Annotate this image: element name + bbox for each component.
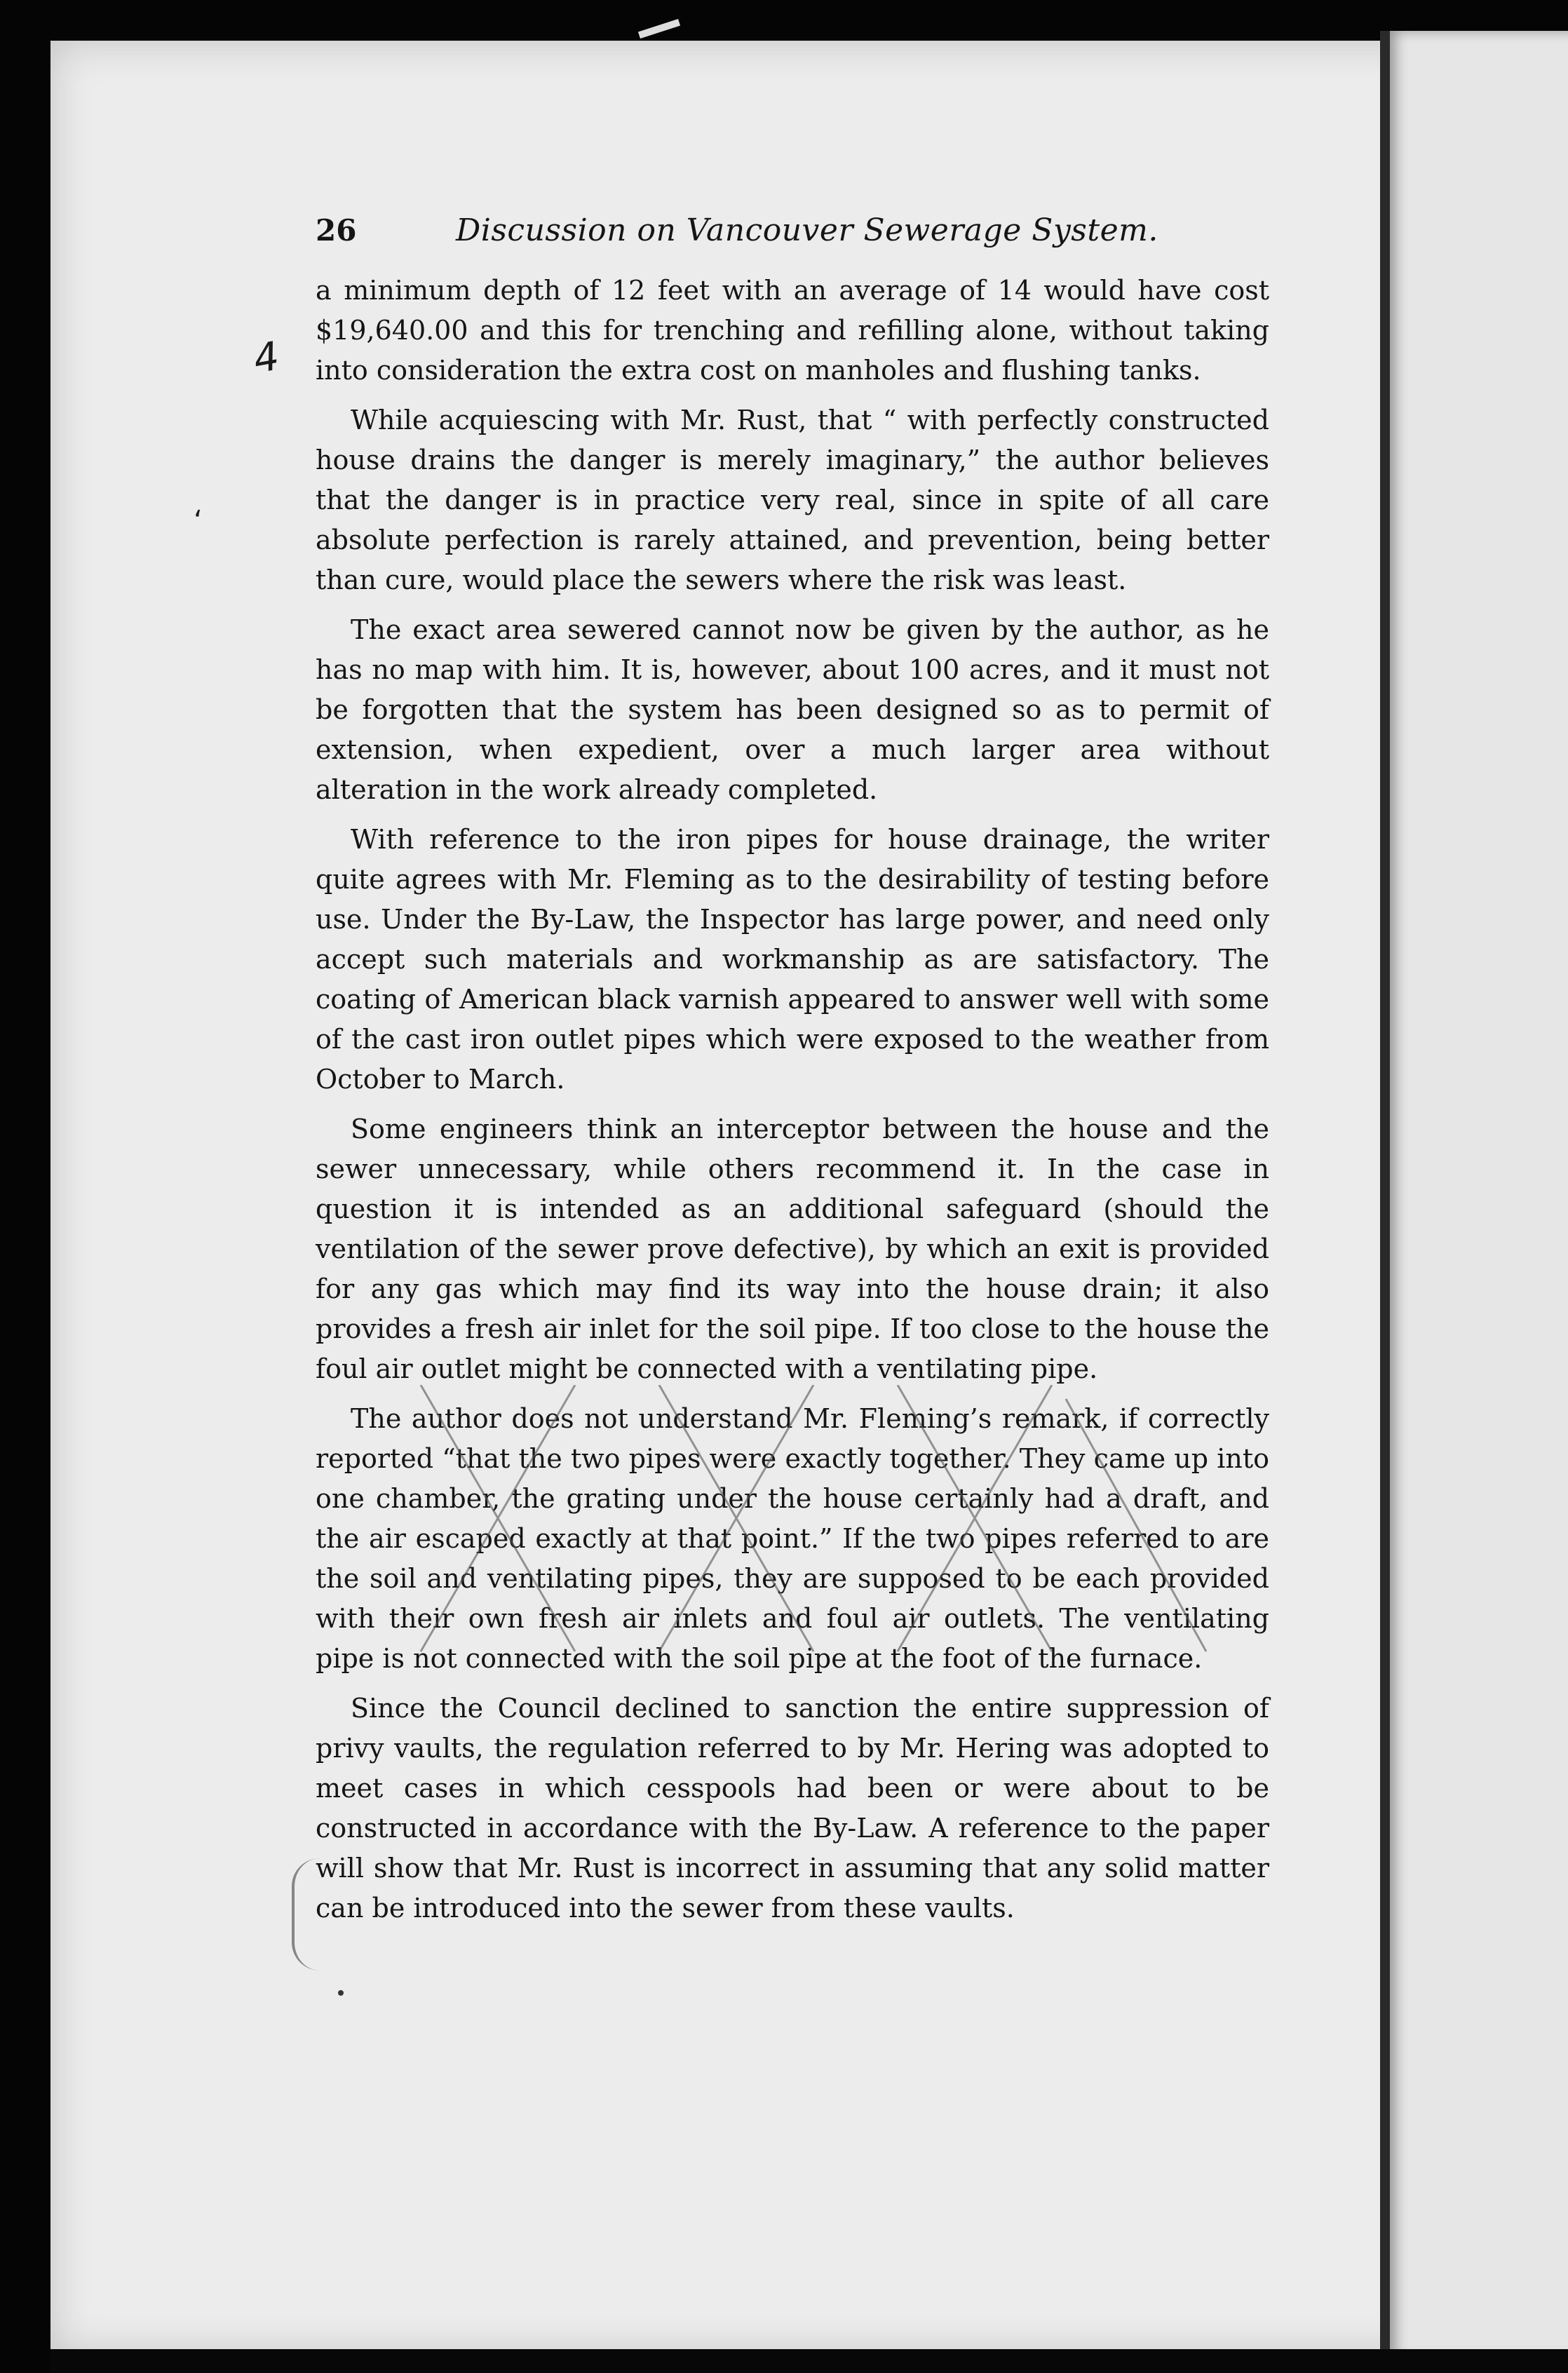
page-text — [316, 210, 1269, 1938]
ink-dot — [338, 1990, 344, 1996]
page-number: 26 — [316, 213, 357, 248]
paragraph-5: Some engineers think an interceptor between the house and the sewer unnecessary, while others recommend it. In the case in question it is intended as an additional safeguard (should the ventilation of the sewer prove defective), by which an exit is provided for any gas which may find its way into the house drain; it also provides a fresh air inlet for the soil pipe. If too close to the house the foul air outlet might be connected with a ventilating pipe. — [316, 1114, 1269, 1384]
margin-tick-mark: ʻ — [194, 505, 203, 537]
running-title: Discussion on Vancouver Sewerage System. — [456, 212, 1158, 248]
handwritten-margin-note: 4 — [250, 333, 283, 383]
paragraph-4: With reference to the iron pipes for house drainage, the writer quite agrees with Mr. Fleming as to the desirability of testing before use. Under the By-Law, the Inspector has large power, and need only accept such materials and workmanship as are satisfactory. The coating of American black varnish appeared to answer well with some of the cast iron outlet pipes which were exposed to the weather from October to March. — [316, 824, 1269, 1095]
paragraph-2: While acquiescing with Mr. Rust, that “ with perfectly constructed house drains the danger is merely imaginary,” the author believes that the danger is in practice very real, since in spite of all care absolute perfection is rarely attained, and prevention, being better than cure, would place the sewers where the risk was least. — [316, 405, 1269, 595]
paragraph-6: The author does not understand Mr. Fleming’s remark, if correctly reported “that the two pipes were exactly together. They came up into one chamber, the grating under the house certainly had a draft, and the air escaped exactly at that point.” If the two pipes referred to are the soil and ventilating pipes, they are supposed to be each provided with their own fresh air inlets and foul air outlets. The ventilating pipe is not connected with the soil pipe at the foot of the furnace. — [316, 1403, 1269, 1674]
running-header — [316, 210, 1269, 266]
paragraph-1: a minimum depth of 12 feet with an average of 14 would have cost $19,640.00 and this for trenching and refilling alone, without taking into consideration the extra cost on manholes and flushing tanks. — [316, 275, 1269, 386]
bottom-scan-edge — [50, 2349, 1568, 2373]
paragraph-3: The exact area sewered cannot now be given by the author, as he has no map with him. It is, however, about 100 acres, and it must not be forgotten that the system has been designed so as to permit of extension, when expedient, over a much larger area without alteration in the work already completed. — [316, 614, 1269, 805]
paragraph-7: Since the Council declined to sanction the entire suppression of privy vaults, the regulation referred to by Mr. Hering was adopted to meet cases in which cesspools had been or were about to be constructed in accordance with the By-Law. A reference to the paper will show that Mr. Rust is incorrect in assuming that any solid matter can be introduced into the sewer from these vaults. — [316, 1693, 1269, 1924]
pencil-bracket-mark — [292, 1858, 323, 1970]
adjacent-page-edge — [1380, 31, 1568, 2359]
